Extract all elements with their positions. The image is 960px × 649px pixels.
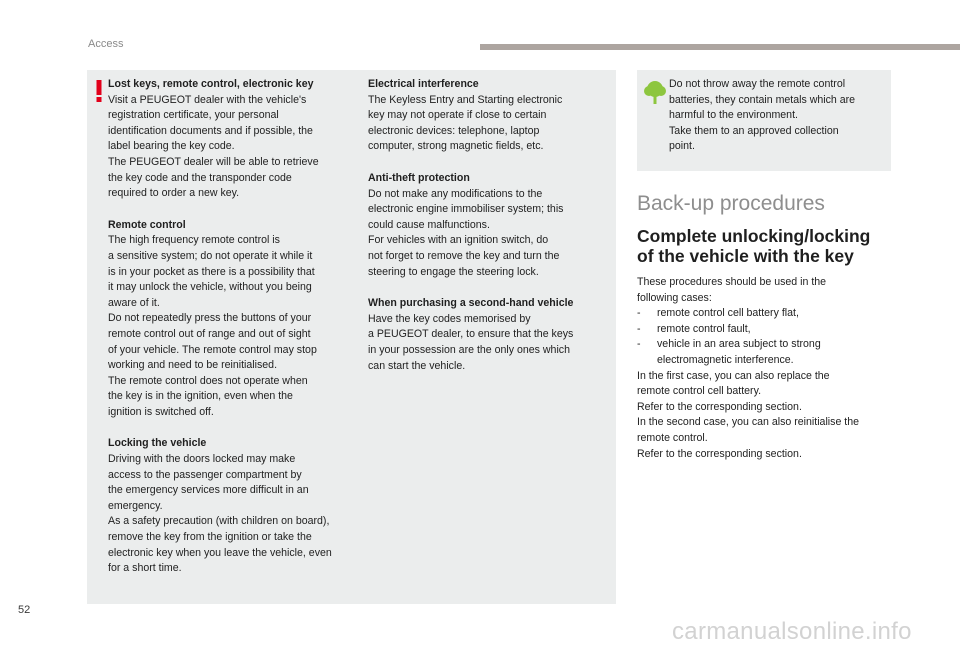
procedure-notes: In the first case, you can also replace the remote control cell battery. Refer to the corresponding section. In the second case, you can also reinitialise the remote control. Refer to the corresponding section. [637,369,860,460]
block-title: When purchasing a second-hand vehicle [368,297,574,310]
list-item [637,322,897,338]
tree-icon [644,80,666,104]
section-label: Access [88,38,124,50]
remote-control-block [108,218,358,421]
lost-keys-block [108,77,358,202]
block-body: The Keyless Entry and Starting electronic key may not operate if close to certain electronic devices: telephone, laptop computer, strong magnetic fields, etc. [368,93,563,153]
dash-bullet: - [637,322,641,335]
interference-block [368,77,604,155]
block-title: Locking the vehicle [108,437,207,450]
block-title: Anti-theft protection [368,171,470,184]
procedure-text [637,275,897,462]
block-body: Visit a PEUGEOT dealer with the vehicle's registration certificate, your personal identification documents and if possible, the label bearing the key code. The PEUGEOT dealer will be able to retrieve the key code and the transponder code required to order a new key. [108,93,319,200]
case-text: vehicle in an area subject to strong electromagnetic interference. [657,338,821,366]
block-body: Have the key codes memorised by a PEUGEOT dealer, to ensure that the keys in your possession are the only ones which can start the vehicle. [368,312,574,372]
block-title: Lost keys, remote control, electronic key [108,78,314,90]
locking-block [108,436,358,576]
block-body: The high frequency remote control is a sensitive system; do not operate it while it is in your pocket as there is a possibility that it may unlock the vehicle, without you being aware of it. Do not repeatedly press the buttons of your remote control out of range and out of sight of your vehicle. The remote control may stop working and need to be reinitialised. The remote control does not operate when the key is in the ignition, even when the ignition is switched off. [108,234,317,418]
block-title: Remote control [108,218,186,231]
list-item [637,337,897,368]
case-text: remote control cell battery flat, [657,307,799,320]
header-bar [480,44,960,50]
subsection-title: Complete unlocking/locking of the vehicle with the key [637,226,871,266]
procedure-intro: These procedures should be used in the following cases: [637,276,827,304]
block-body: Driving with the doors locked may make access to the passenger compartment by the emergency services more difficult in an emergency. As a safety precaution (with children on board), remove the key from the ignition or take the electronic key when you leave the vehicle, even for a short time. [108,453,332,575]
warning-column-left [108,77,358,593]
warning-column-right [368,77,604,390]
case-list [637,306,897,368]
block-body: Do not make any modifications to the electronic engine immobiliser system; this could cause malfunctions. For vehicles with an ignition switch, do not forget to remove the key and turn the steering to engage the steering lock. [368,187,564,278]
case-text: remote control fault, [657,322,751,335]
dash-bullet: - [637,338,641,351]
second-hand-block [368,296,604,374]
warning-icon [95,80,103,102]
section-title: Back-up procedures [637,192,825,215]
watermark: carmanualsonline.info [672,618,912,645]
environment-note: Do not throw away the remote control batteries, they contain metals which are harmful to the environment. Take them to an approved collection point. [669,78,856,153]
dash-bullet: - [637,307,641,320]
block-title: Electrical interference [368,78,479,90]
page-number: 52 [18,604,31,616]
anti-theft-block [368,171,604,280]
list-item [637,306,897,322]
